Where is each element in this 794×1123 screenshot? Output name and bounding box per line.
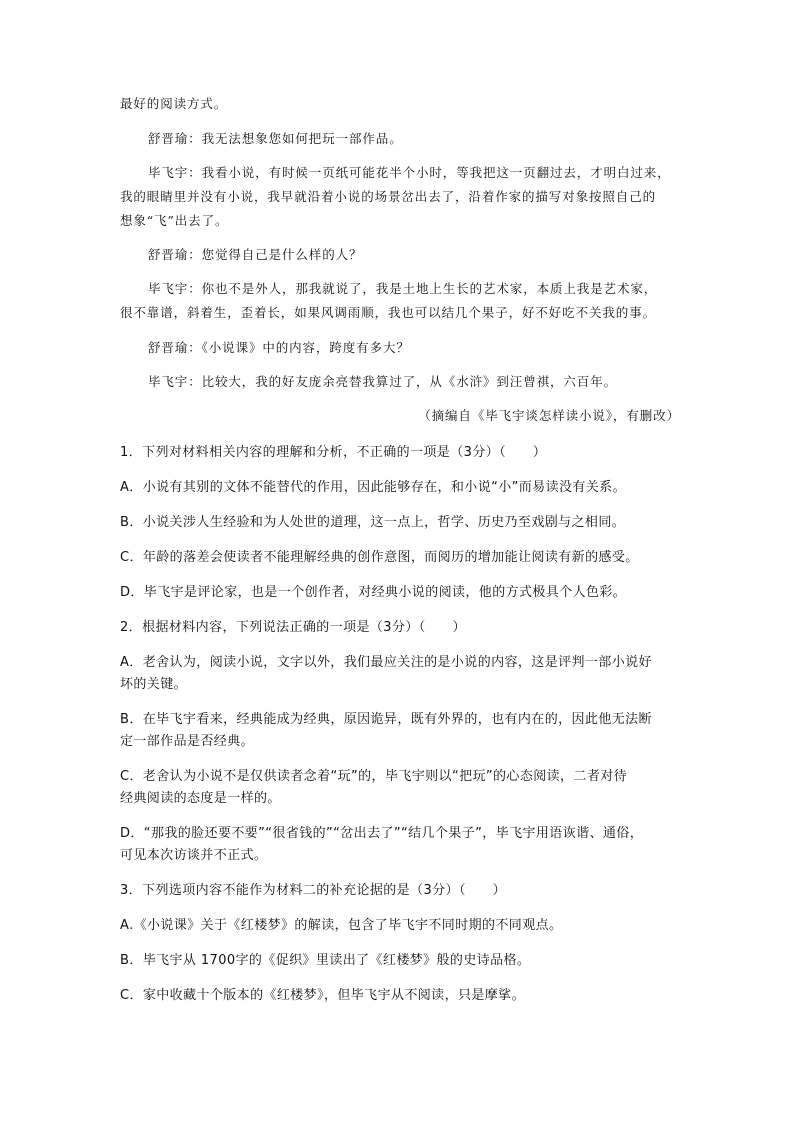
dialogue-line: 最好的阅读方式。 [120, 96, 228, 111]
question-3-stem: 3．下列选项内容不能作为材料二的补充论据的是（3分）（ ） [120, 883, 507, 898]
question-1-option-d: D．毕飞宇是评论家，也是一个创作者，对经典小说的阅读，他的方式极具个人色彩。 [120, 585, 627, 600]
question-1-option-b: B．小说关涉人生经验和为人处世的道理，这一点上，哲学、历史乃至戏剧与之相同。 [120, 515, 626, 530]
dialogue-line: 很不靠谱，斜着生，歪着长，如果风调雨顺，我也可以结几个果子，好不好吃不关我的事。 [120, 305, 657, 320]
question-2-option-c-cont: 经典阅读的态度是一样的。 [120, 791, 281, 806]
question-2-option-a: A．老舍认为，阅读小说，文字以外，我们最应关注的是小说的内容，这是评判一部小说好 [120, 655, 652, 670]
dialogue-line: 想象“飞”出去了。 [120, 213, 229, 228]
question-3-option-a: A.《小说课》关于《红楼梦》的解读，包含了毕飞宇不同时期的不同观点。 [120, 918, 563, 933]
question-1-option-a: A．小说有其别的文体不能替代的作用，因此能够存在，和小说“小”而易读没有关系。 [120, 480, 626, 495]
question-2-option-b: B．在毕飞宇看来，经典能成为经典，原因诡异，既有外界的，也有内在的，因此他无法断 [120, 712, 652, 727]
question-2-option-d-cont: 可见本次访谈并不正式。 [120, 848, 268, 863]
dialogue-line: 毕飞宇：我看小说，有时候一页纸可能花半个小时，等我把这一页翻过去，才明白过来， [148, 165, 671, 180]
question-2-option-a-cont: 坏的关键。 [120, 677, 188, 692]
question-2-option-c: C．老舍认为小说不是仅供读者念着“玩”的，毕飞宇则以“把玩”的心态阅读，二者对待 [120, 769, 628, 784]
dialogue-line: 我的眼睛里并没有小说，我早就沿着小说的场景岔出去了，沿着作家的描写对象按照自己的 [120, 189, 657, 204]
dialogue-line: 毕飞宇：比较大，我的好友庞余亮替我算过了，从《水浒》到汪曾祺，六百年。 [148, 374, 618, 389]
question-1-stem: 1．下列对材料相关内容的理解和分析，不正确的一项是（3分）（ ） [120, 445, 547, 460]
dialogue-line: 毕飞宇：你也不是外人，那我就说了，我是土地上生长的艺术家，本质上我是艺术家， [148, 281, 658, 296]
question-3-option-c: C．家中收藏十个版本的《红楼梦》，但毕飞宇从不阅读，只是摩挲。 [120, 988, 525, 1003]
question-2-option-d: D．“那我的脸还要不要”“很省钱的”“岔出去了”“结几个果子”，毕飞宇用语诙谐、通俗， [120, 826, 644, 841]
question-3-option-b: B．毕飞宇从 1700字的《促织》里读出了《红楼梦》般的史诗品格。 [120, 953, 531, 968]
dialogue-line: 舒晋瑜：《小说课》中的内容，跨度有多大？ [148, 340, 410, 355]
question-2-stem: 2．根据材料内容，下列说法正确的一项是（3分）（ ） [120, 620, 466, 635]
source-citation: （摘编自《毕飞宇谈怎样读小说》，有删改） [418, 408, 680, 423]
dialogue-line: 舒晋瑜：我无法想象您如何把玩一部作品。 [148, 131, 403, 146]
question-1-option-c: C．年龄的落差会使读者不能理解经典的创作意图，而阅历的增加能让阅读有新的感受。 [120, 550, 639, 565]
question-2-option-b-cont: 定一部作品是否经典。 [120, 734, 255, 749]
dialogue-line: 舒晋瑜：您觉得自己是什么样的人？ [148, 247, 363, 262]
